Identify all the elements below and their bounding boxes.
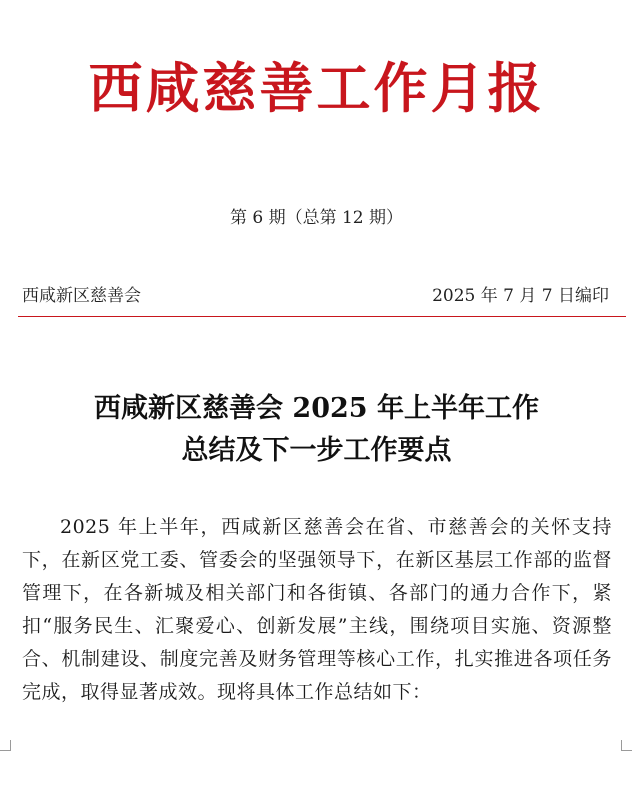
issue-number: 第 6 期（总第 12 期） [229, 208, 404, 228]
issuing-organization: 西咸新区慈善会 [22, 286, 141, 306]
headline-line-2: 总结及下一步工作要点 [181, 435, 452, 466]
article-headline [0, 388, 633, 472]
headline-line-1: 西咸新区慈善会 2025 年上半年工作 [94, 393, 539, 424]
red-divider-rule [18, 316, 626, 317]
page-corner-mark-right [621, 740, 632, 751]
page-corner-mark-left [0, 740, 11, 751]
issue-date: 2025 年 7 月 7 日编印 [432, 286, 609, 306]
masthead-title: 西咸慈善工作月报 [88, 56, 545, 120]
article-body-paragraph: 2025 年上半年，西咸新区慈善会在省、市慈善会的关怀支持下，在新区党工委、管委会的坚强领导下，在新区基层工作部的监督管理下，在各新城及相关部门和各街镇、各部门的通力合作下，紧扣“服务民生、汇聚爱心、创新发展”主线，围绕项目实施、资源整合、机制建设、制度完善及财务管理等核心工作，扎实推进各项任务完成，取得显著成效。现将具体工作总结如下： [22, 516, 612, 703]
